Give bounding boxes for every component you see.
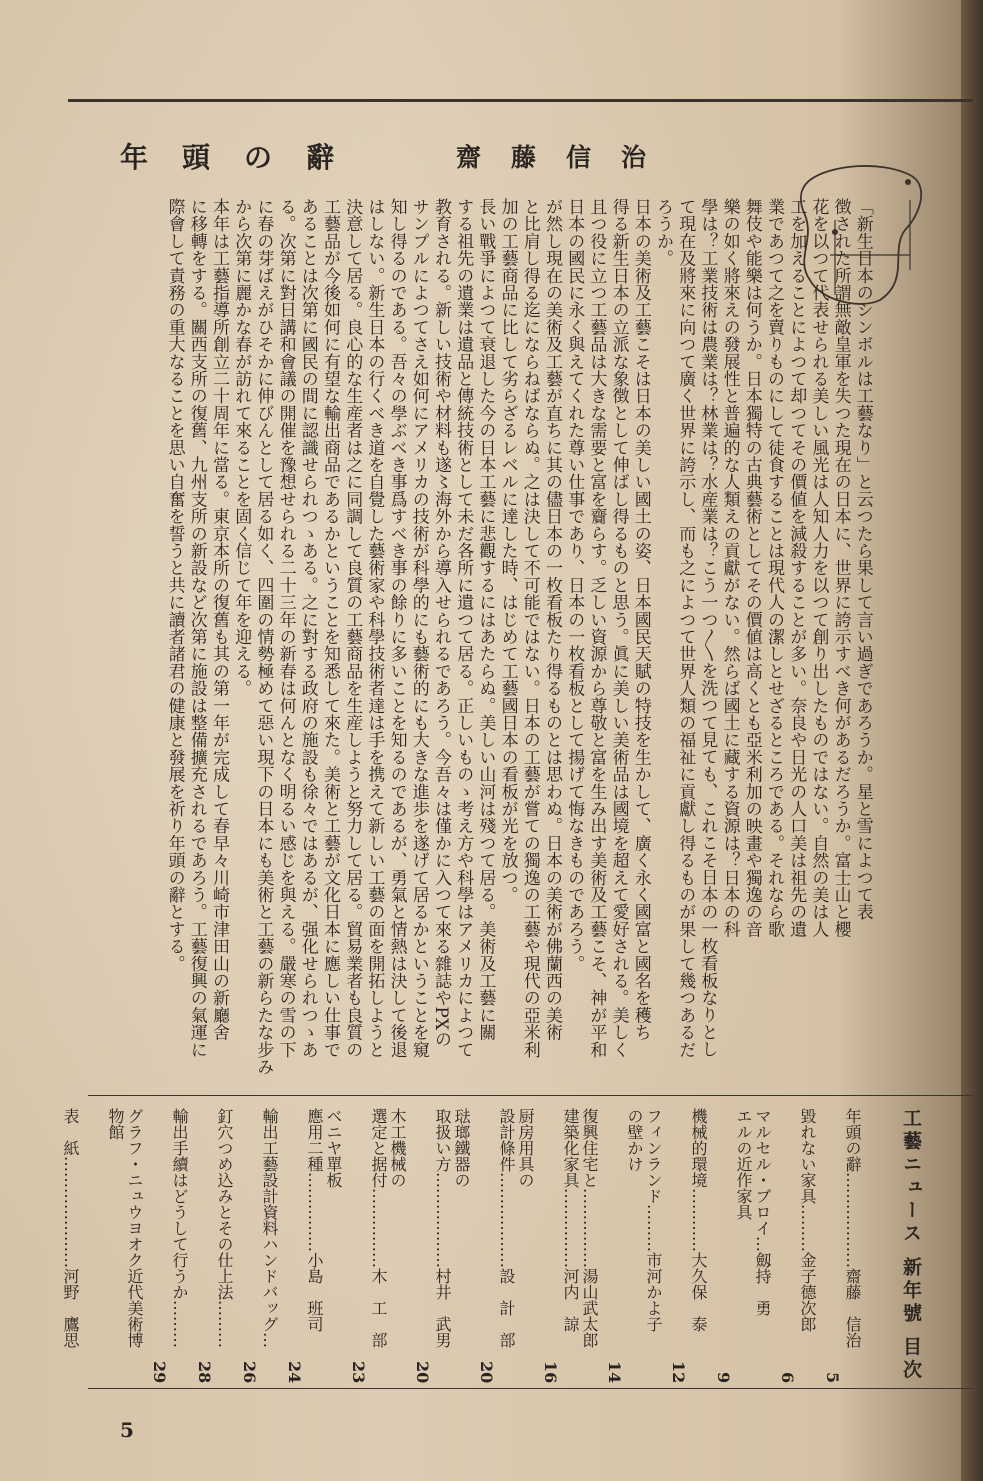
article-column: 「新生日本のシンボルは工藝なり」と云つたら果して言い過ぎであろうか。星と雪によつて表 — [852, 198, 873, 921]
article-column: 教育される。新しい技術や材料も遂〻海外から導入せられるであろう。今吾々は僅かに入つて來る雜誌やPXの — [431, 198, 451, 1048]
article-column: 長い戰爭によつて衰退した今の日本工藝に悲觀するにはあたらぬ。美しい山河は殘つて居る。美術及工藝に關 — [475, 198, 496, 1041]
article-author: 齋藤信治 — [456, 143, 677, 172]
toc-page-number: 5 — [823, 1371, 842, 1383]
toc-item[interactable] — [714, 1108, 772, 1383]
toc-item-text: グラフ・ニュウヨオク近代美術博 — [125, 1108, 144, 1348]
toc-item[interactable] — [240, 1108, 279, 1383]
toc-item[interactable] — [541, 1108, 599, 1383]
article-column: 日本の國民に永く與えてくれた尊い仕事であり、日本の一枚看板として揚げて悔なきものであろう。 — [564, 198, 585, 972]
article-column: ろうか。 — [653, 198, 673, 267]
article-column: 得る新生日本の立派な象徴として伸ばし得るものと思う。眞に美しい美術品は國境を超えて愛好される。美しく — [608, 198, 629, 1058]
toc-page-number: 26 — [240, 1360, 259, 1383]
toc-item[interactable] — [285, 1108, 343, 1383]
article-column: 際會して責務の重大なることを思い自奮を誓うと共に讀者諸君の健康と發展を祈り年頭の辭とする。 — [164, 198, 185, 972]
toc-page-number: 24 — [285, 1360, 304, 1383]
toc-page-number: 12 — [669, 1360, 688, 1383]
article-title: 年頭の辭 — [120, 141, 369, 174]
article-column: サンプルによつてさえ如何にアメリカの技術が科學的にも藝術的にも大きな進歩を遂げて居るかということを窺 — [408, 198, 429, 1058]
toc-item-text: 取扱い方………………村井 武男 — [433, 1108, 452, 1348]
toc-item[interactable] — [86, 1108, 144, 1383]
toc-item-text: 復興住宅と……………湯山武太郎 — [580, 1108, 599, 1348]
toc-item[interactable] — [823, 1108, 862, 1383]
toc-page-number: 9 — [714, 1371, 733, 1383]
toc-item-text: マルセル・ブロイ…劔持 勇 — [753, 1108, 772, 1316]
article-column: あることは次第に國民の間に認識せられつゝある。之に對する政府の施設も徐々ではあるが、强化せられつゝあ — [297, 198, 318, 1058]
article-column: から次第に麗かな春が訪れて來ることを固く信じて年を迎える。 — [231, 198, 252, 697]
toc-item-text: 設計條件………………設 計 部 — [497, 1108, 516, 1348]
article-column: する祖先の遺業は遺品と傳統技術として未だ各所に遺つて居る。正しいものゝ考え方や科學はアメリカによつて — [453, 198, 474, 1058]
article-column: 徴された所謂無敵皇軍を失つた現在の日本に、世界に誇示すべき何があるだろうか。富士山と櫻 — [830, 198, 851, 938]
toc-item[interactable] — [349, 1108, 407, 1383]
article-body — [86, 198, 876, 1078]
page-number: 5 — [120, 1418, 134, 1442]
toc-item[interactable] — [669, 1108, 708, 1383]
toc-item-text: の壁かけ — [625, 1108, 644, 1172]
toc-item-text: フィンランド………市河かよ子 — [644, 1108, 663, 1332]
toc-item[interactable] — [195, 1108, 234, 1383]
toc-page-number: 14 — [605, 1360, 624, 1383]
article-column: 日本の美術及工藝こそは日本の美しい國土の姿、日本國民天賦の特技を生かして、廣く永く國富と國名を穫ち — [630, 198, 651, 1041]
article-column: 工藝品が今後如何に有望な輸出商品であるかということを知悉して來た。美術と工藝が文化日本に應しい仕事で — [320, 198, 340, 1058]
toc-page-number: 6 — [778, 1371, 797, 1383]
toc-item-text: 釘穴つめ込みとその仕上法……… — [215, 1108, 234, 1348]
toc-item[interactable] — [413, 1108, 471, 1383]
article-column: 學は？工業技術は農業は？林業は？水産業は？こう一つ〳〵を洗つて見ても、これこそ日本の一枚看板なりとし — [697, 198, 718, 1058]
toc-page-number: 20 — [413, 1360, 432, 1383]
article-column: 業であつて之を賣りものにして徒食することは現代人の潔しとせざるところである。それなら歌 — [764, 198, 784, 938]
toc-item[interactable] — [477, 1108, 535, 1383]
toc-item-text: 表 紙…………………河野 鷹思 — [61, 1108, 80, 1348]
article-header — [120, 128, 770, 184]
toc-item-text: 建築化家具……………河内 諒 — [561, 1108, 580, 1332]
article-column: 舞伎や能樂は何うか。日本獨特の古典藝術としてその價値は高くとも亞米利加の映畫や獨逸の音 — [741, 198, 762, 938]
article-column: 花を以つて代表せられる美しい風光は人知人力を以つて創り出したものではない。自然の美は人 — [808, 198, 829, 938]
toc-item-text: 毀れない家具………金子德次郎 — [798, 1108, 817, 1332]
article-column: 加の工藝商品に比して劣らざるレベルに達した時、はじめて工藝國日本の看板が光を放つ。 — [497, 198, 518, 904]
article-column: 決意して居る。良心的な生産者は之に同調して良質の工藝商品を生産しようと努力して居る。貿易業者も良質の — [342, 198, 363, 1058]
toc-item-text: 琺瑯鐵器の — [452, 1108, 471, 1188]
toc-item[interactable] — [150, 1108, 189, 1383]
article-column: に移轉をする。關西支所の復舊、九州支所の新設など次第に施設は整備擴充されるであろう。工藝復興の氣運に — [186, 198, 207, 1058]
toc-item[interactable] — [778, 1108, 817, 1383]
toc-page-number: 23 — [349, 1360, 368, 1383]
toc-item[interactable] — [41, 1108, 80, 1383]
article-column: 工を加えることによつて却つてその價値を減殺することが多い。奈良や日光の人口美は祖先の遺 — [786, 198, 807, 938]
toc-item-text: 輸出工藝設計資料ハンドバッグ… — [260, 1108, 279, 1348]
article-column: 樂の如く將來えの發展性と普遍的な人類えの貢獻がない。然らば國土に藏する資源は？日本の科 — [719, 198, 740, 938]
toc-item-text: 物館 — [106, 1108, 125, 1140]
toc-item-text: 厨房用具の — [516, 1108, 535, 1188]
top-rule — [68, 99, 973, 102]
toc-page-number: 20 — [477, 1360, 496, 1383]
bottom-rule — [88, 1388, 973, 1389]
toc-item[interactable] — [605, 1108, 663, 1383]
page-spine-shadow — [961, 0, 983, 1481]
toc-item-text: 選定と据付……………木 工 部 — [369, 1108, 388, 1348]
toc-title: 工藝ニュース 新年號 目次 — [900, 1108, 922, 1383]
article-column: て現在及將來に向つて廣く世界に誇示し、而も之によつて世界人類の福祉に貢獻し得るものが果して幾つあるだ — [675, 198, 696, 1058]
article-column: る。次第に對日講和會議の開催を豫想せられる二十三年の新春は何んとなく明るい感じを與える。嚴寒の雪の下 — [275, 198, 296, 1058]
article-column: と比肩し得る迄にならねばならぬ。之は決して不可能ではない。日本の工藝が嘗ての獨逸の工藝や現代の亞米利 — [519, 198, 540, 1058]
toc-item-text: 機械的環境…………大久保 泰 — [689, 1108, 708, 1332]
toc-item-text: ベニヤ單板 — [324, 1108, 343, 1188]
toc-item-text: 木工機械の — [388, 1108, 407, 1188]
article-column: に春の芽ばえがひそかに伸びんとして居る如く、四圍の情勢極めて惡い現下の日本にも美術と工藝の新らたな步み — [253, 198, 274, 1076]
article-column: 且つ役に立つ工藝品は大きな需要と富を齎らす。乏しい資源から尊敬と富を生み出す美術及工藝こそ、神が平和 — [586, 198, 607, 1058]
article-column: が然し現在の美術及工藝が直ちに其の儘日本の一枚看板たり得るものとは思わぬ。日本の美術が佛蘭西の美術 — [542, 198, 562, 1041]
article-column: 知し得るのである。吾々の學ぶべき事爲すべき事の餘りに多いことを知るのであるが、勇氣と情熱は決して後退 — [386, 198, 407, 1058]
toc-item-text: 輸出手續はどうして行うか……… — [170, 1108, 189, 1348]
toc-page-number: 16 — [541, 1360, 560, 1383]
article-column: 本年は工藝指導所創立二十周年に當る。東京本所の復舊も其の第一年が完成して春早々川崎市津田山の新廳舍 — [209, 198, 229, 1041]
middle-rule — [88, 1095, 973, 1096]
toc-item-text: エルの近作家具 — [734, 1108, 753, 1220]
toc-page-number: 29 — [150, 1360, 169, 1383]
toc-item-text: 年頭の辭………………齋藤 信治 — [843, 1108, 862, 1348]
toc-page-number: 28 — [195, 1360, 214, 1383]
article-column: はしない。新生日本の行くべき道を自覺した藝術家や科學技術者達は手を携えて新しい工藝の面を開拓しようと — [364, 198, 385, 1058]
toc-item-text: 應用二種……………小島 班司 — [305, 1108, 324, 1332]
